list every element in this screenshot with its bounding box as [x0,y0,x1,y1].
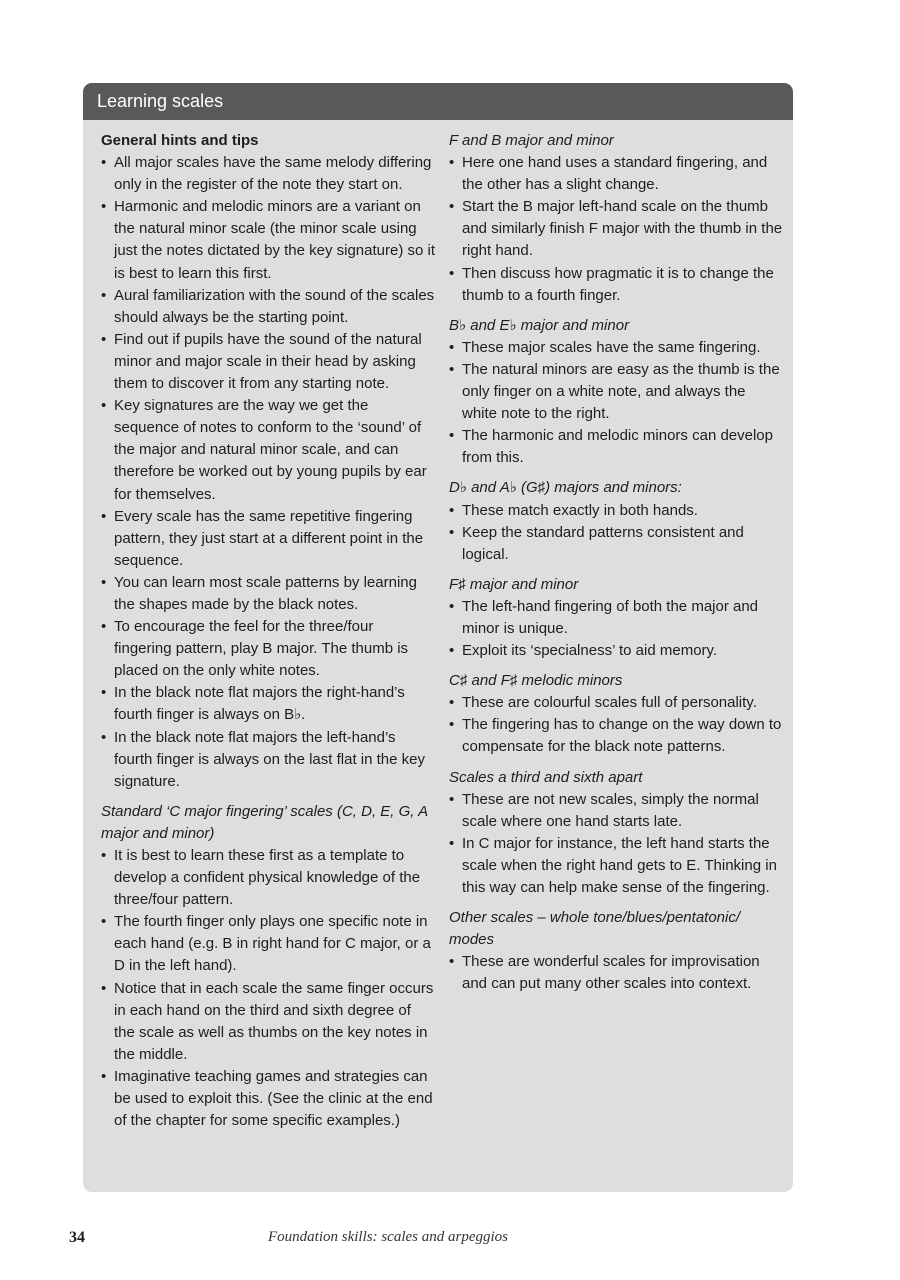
bullet-item: • Harmonic and melodic minors are a variant on the natural minor scale (the minor scale using just the notes dictated by the key signature) so it is best to learn this first. [101,196,435,284]
section-heading: B♭ and E♭ major and minor [449,316,630,334]
bullet-item: • These are colourful scales full of personality. [449,692,783,714]
bullet-item: • You can learn most scale patterns by learning the shapes made by the black notes. [101,572,435,616]
bullet-list [449,152,783,307]
section-heading: C♯ and F♯ melodic minors [449,672,623,690]
bullet-item: • In the black note flat majors the left-hand’s fourth finger is always on the last flat in the key signature. [101,727,435,793]
bullet-item: • The left-hand fingering of both the major and minor is unique. [449,596,783,640]
bullet-list [449,692,783,758]
bullet-item: • Start the B major left-hand scale on the thumb and similarly finish F major with the thumb in the right hand. [449,196,783,262]
section-heading: Standard ‘C major fingering’ scales (C, D, E, G, A major and minor) [101,802,428,842]
bullet-item: • In the black note flat majors the right-hand’s fourth finger is always on B♭. [101,682,435,726]
bullet-item: • Notice that in each scale the same finger occurs in each hand on the third and sixth degree of the scale as well as thumbs on the key notes in the middle. [101,978,435,1066]
running-title: Foundation skills: scales and arpeggios [268,1229,508,1245]
bullet-item: • The fingering has to change on the way down to compensate for the black note patterns. [449,714,783,758]
bullet-list [449,500,783,566]
bullet-item: • In C major for instance, the left hand starts the scale when the right hand gets to E. Thinking in this way can help make sense of the fingering. [449,833,783,899]
bullet-item: • Keep the standard patterns consistent and logical. [449,522,783,566]
bullet-item: • The natural minors are easy as the thumb is the only finger on a white note, and always the white note to the right. [449,359,783,425]
bullet-item: • These match exactly in both hands. [449,500,783,522]
bullet-list [449,596,783,662]
bullet-list [449,951,783,995]
section-heading: General hints and tips [101,132,259,149]
section-heading: F and B major and minor [449,132,614,149]
box-title: Learning scales [83,83,793,120]
bullet-list [101,152,435,793]
section-heading: D♭ and A♭ (G♯) majors and minors: [449,479,682,497]
bullet-item: • These are wonderful scales for improvisation and can put many other scales into context. [449,951,783,995]
bullet-item: • The harmonic and melodic minors can develop from this. [449,425,783,469]
bullet-item: • The fourth finger only plays one specific note in each hand (e.g. B in right hand for C major, or a D in the left hand). [101,911,435,977]
bullet-item: • Exploit its ‘specialness’ to aid memory. [449,640,783,662]
bullet-item: • Find out if pupils have the sound of the natural minor and major scale in their head by asking them to discover it from any starting note. [101,329,435,395]
bullet-item: • Key signatures are the way we get the sequence of notes to conform to the ‘sound’ of the major and natural minor scale, and can therefore be worked out by young pupils by ear for themselves. [101,395,435,505]
bullet-item: • Aural familiarization with the sound of the scales should always be the starting point. [101,285,435,329]
section-heading: Scales a third and sixth apart [449,768,643,786]
bullet-list [449,337,783,470]
section-heading: Other scales – whole tone/blues/pentatonic/ modes [449,909,741,949]
bullet-item: • These are not new scales, simply the normal scale where one hand starts late. [449,789,783,833]
bullet-item: • Then discuss how pragmatic it is to change the thumb to a fourth finger. [449,263,783,307]
learning-scales-box [83,83,793,1192]
bullet-list [101,845,435,1132]
section-heading: F♯ major and minor [449,575,579,593]
right-column [449,130,783,995]
bullet-list [449,789,783,899]
bullet-item: • Imaginative teaching games and strategies can be used to exploit this. (See the clinic at the end of the chapter for some specific examples.) [101,1066,435,1132]
page-number: 34 [69,1229,85,1246]
bullet-item: • All major scales have the same melody differing only in the register of the note they start on. [101,152,435,196]
bullet-item: • To encourage the feel for the three/four fingering pattern, play B major. The thumb is placed on the only white notes. [101,616,435,682]
bullet-item: • Here one hand uses a standard fingering, and the other has a slight change. [449,152,783,196]
bullet-item: • These major scales have the same fingering. [449,337,783,359]
bullet-item: • Every scale has the same repetitive fingering pattern, they just start at a different point in the sequence. [101,506,435,572]
left-column [101,130,435,1132]
bullet-item: • It is best to learn these first as a template to develop a confident physical knowledge of the three/four pattern. [101,845,435,911]
